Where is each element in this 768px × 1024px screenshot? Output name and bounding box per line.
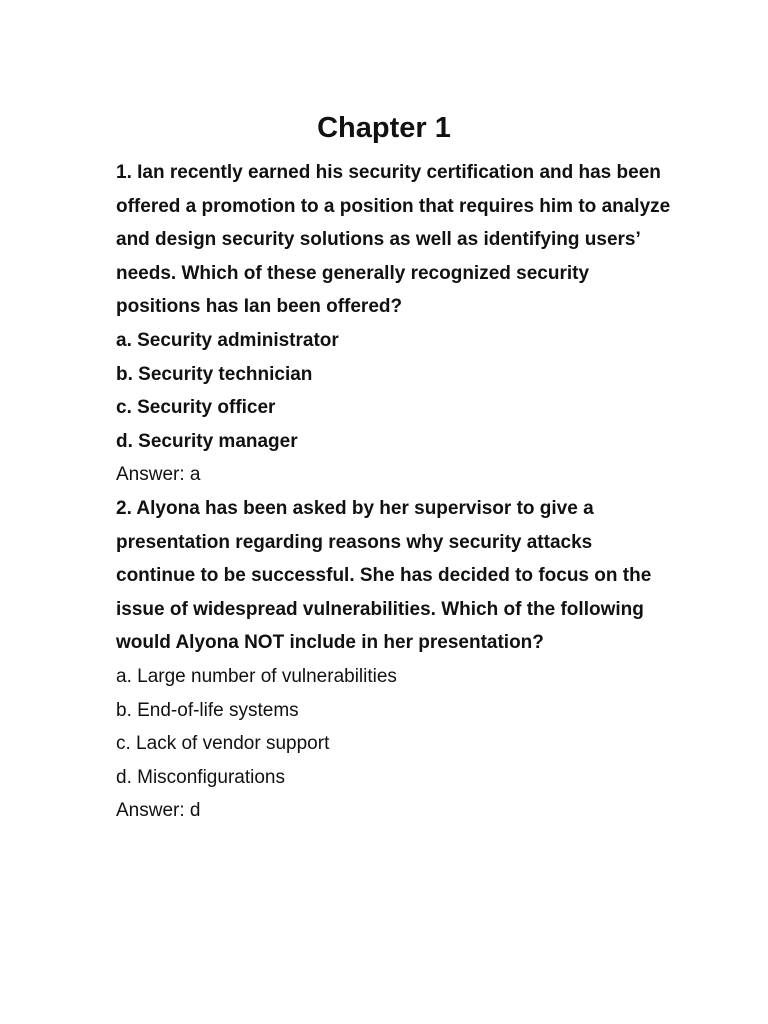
answer-key: Answer: a — [116, 464, 201, 486]
answer-key: Answer: d — [116, 800, 201, 822]
answer-option: a. Security administrator — [116, 329, 339, 351]
answer-option: a. Large number of vulnerabilities — [116, 665, 397, 687]
question-text: 2. Alyona has been asked by her supervisor to give a presentation regarding reasons why security attacks continue to be successful. She has decided to focus on the issue of widespread vulnerabilities. Which of the following would Alyona NOT include in her presentation? — [116, 497, 652, 654]
question-text: 1. Ian recently earned his security certification and has been offered a promotion to a position that requires him to analyze and design security solutions as well as identifying users’ needs. Which of these generally recognized security positions has Ian been offered? — [116, 162, 671, 318]
answer-option: c. Lack of vendor support — [116, 733, 330, 755]
answer-option: b. End-of-life systems — [116, 699, 299, 721]
question-list — [116, 156, 676, 828]
question-block-2 — [116, 492, 676, 828]
answer-option: d. Misconfigurations — [116, 766, 285, 788]
answer-option: d. Security manager — [116, 430, 298, 452]
chapter-title: Chapter 1 — [317, 112, 451, 144]
question-block-1 — [116, 156, 676, 492]
answer-option: c. Security officer — [116, 397, 276, 419]
answer-option: b. Security technician — [116, 363, 313, 385]
